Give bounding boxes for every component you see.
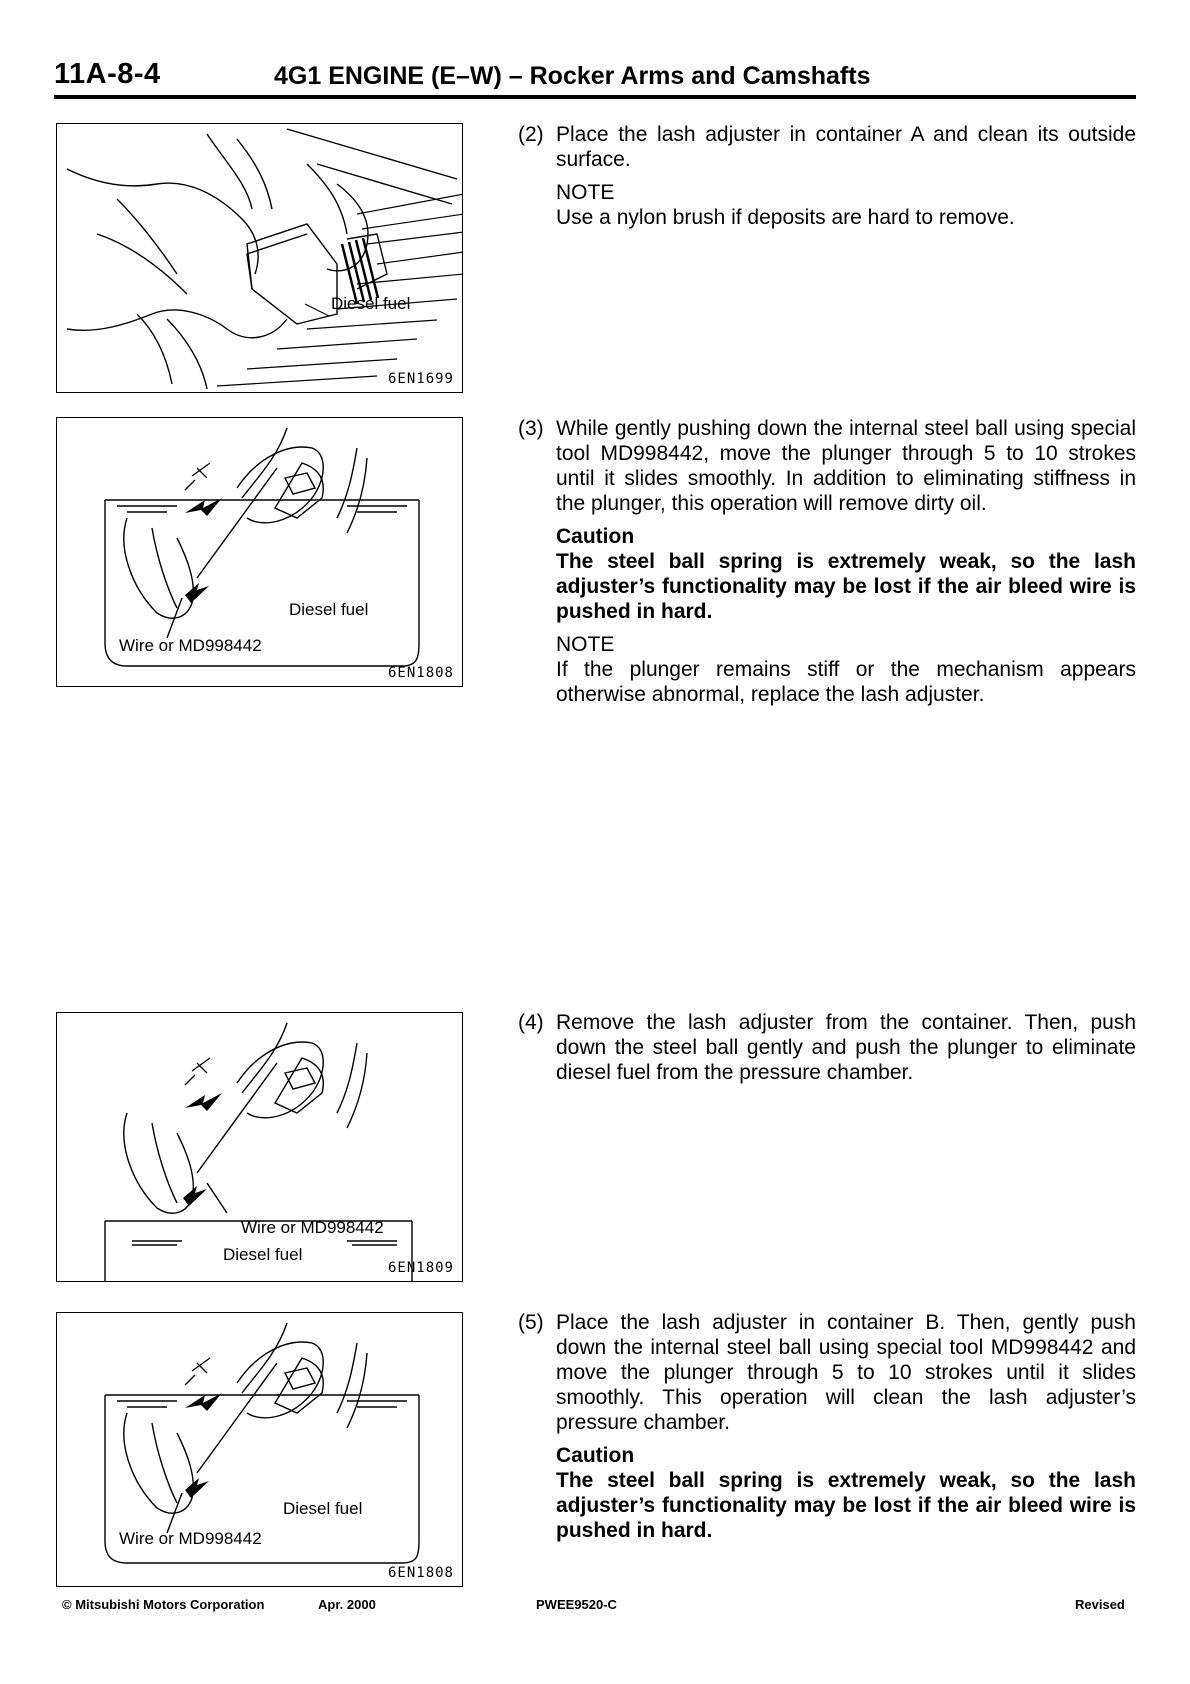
wire-label: Wire or MD998442 <box>119 1529 262 1548</box>
plunger-removed-illustration <box>57 1013 463 1282</box>
figure-code: 6EN1808 <box>387 665 454 681</box>
caution-heading: Caution <box>556 525 635 548</box>
footer-date: Apr. 2000 <box>318 1597 376 1612</box>
step-3 <box>518 416 1136 715</box>
note-heading: NOTE <box>556 181 615 204</box>
note-heading: NOTE <box>556 633 615 656</box>
fuel-label: Diesel fuel <box>223 1245 303 1264</box>
step-text: Place the lash adjuster in container B. Then, gently push down the internal steel ball using special tool MD998442 and move the plunger through 5 to 10 strokes until it slides smoothly. This operation will clean the lash adjuster’s pressure chamber. <box>556 1311 1136 1434</box>
step-number: (4) <box>518 1011 544 1034</box>
step-4 <box>518 1010 1136 1093</box>
footer-copyright: © Mitsubishi Motors Corporation <box>62 1597 265 1612</box>
wire-label: Wire or MD998442 <box>119 636 262 655</box>
step-text: While gently pushing down the internal steel ball using special tool MD998442, move the plunger through 5 to 10 strokes until it slides smoothly. In addition to eliminating stiffness in the plunger, this operation will remove dirty oil. <box>556 417 1136 515</box>
figure-code: 6EN1809 <box>387 1260 454 1276</box>
caution-heading: Caution <box>556 1444 635 1467</box>
step-text: Place the lash adjuster in container A and clean its outside surface. <box>556 123 1136 171</box>
figure-code: 6EN1808 <box>387 1565 454 1581</box>
step-number: (2) <box>518 123 544 146</box>
figure-plunger-container-a <box>56 417 463 687</box>
step-5 <box>518 1310 1136 1551</box>
figure-plunger-container-b <box>56 1312 463 1587</box>
figure-brush-cleaning <box>56 123 463 393</box>
figure-plunger-removed <box>56 1012 463 1282</box>
footer-status: Revised <box>1075 1597 1125 1612</box>
footer-doc-code: PWEE9520-C <box>536 1597 617 1612</box>
fuel-label: Diesel fuel <box>283 1499 363 1518</box>
page-title: 4G1 ENGINE (E–W) – Rocker Arms and Camshafts <box>274 62 871 90</box>
step-number: (3) <box>518 417 544 440</box>
caution-text: The steel ball spring is extremely weak, so the lash adjuster’s functionality may be lost if the air bleed wire is pushed in hard. <box>556 1469 1136 1542</box>
figure-code: 6EN1699 <box>387 371 454 387</box>
wire-label: Wire or MD998442 <box>241 1218 384 1237</box>
caution-text: The steel ball spring is extremely weak, so the lash adjuster’s functionality may be lost if the air bleed wire is pushed in hard. <box>556 550 1136 623</box>
step-number: (5) <box>518 1311 544 1334</box>
step-2 <box>518 122 1136 238</box>
brush-illustration <box>57 124 463 393</box>
page-number: 11A-8-4 <box>54 58 161 90</box>
header-rule <box>54 95 1136 99</box>
fuel-label: Diesel fuel <box>331 294 411 313</box>
step-text: Remove the lash adjuster from the container. Then, push down the steel ball gently and push the plunger to eliminate diesel fuel from the pressure chamber. <box>556 1011 1136 1084</box>
note-text: Use a nylon brush if deposits are hard to remove. <box>556 206 1015 229</box>
note-text: If the plunger remains stiff or the mechanism appears otherwise abnormal, replace the lash adjuster. <box>556 658 1136 706</box>
fuel-label: Diesel fuel <box>289 600 369 619</box>
